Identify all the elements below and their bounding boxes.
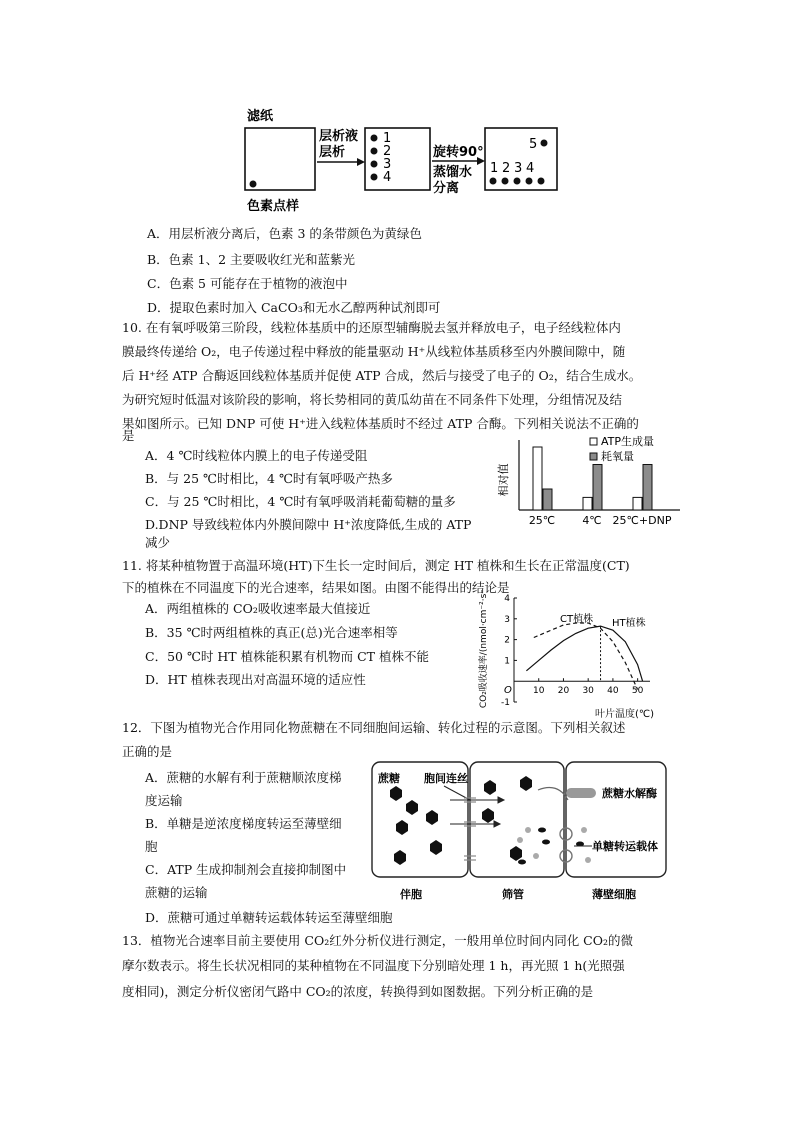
filter-paper-1 (245, 128, 315, 190)
q13-stem-2: 摩尔数表示。将生长状况相同的某种植物在不同温度下分别暗处理 1 h，再光照 1 h(光照强 (122, 958, 625, 973)
y-tick-label: 3 (504, 614, 510, 625)
y-tick-label: 2 (504, 635, 510, 646)
transport-arrows (450, 797, 504, 827)
arrow2-label-3: 分离 (433, 181, 460, 196)
band-dot-4 (371, 174, 378, 181)
legend-swatch-o2 (590, 453, 597, 460)
bottom-dot-1 (490, 178, 497, 185)
bar-category-label: 4℃ (582, 514, 602, 527)
band-dot-3 (371, 161, 378, 168)
line-chart-svg (470, 590, 660, 720)
q9-figure (235, 100, 565, 218)
bar-atp-0 (533, 447, 542, 510)
right-label-1: 1 (490, 161, 499, 176)
y-tick-label: 4 (504, 594, 510, 604)
q9-option-b: B．色素 1、2 主要吸收红光和蓝紫光 (147, 252, 356, 267)
q10-chart (495, 430, 695, 530)
pigment5-dot (541, 140, 548, 147)
parenchyma-cell (566, 762, 666, 877)
sucrose-hex (396, 820, 408, 835)
ct-series-line (534, 623, 638, 690)
ht-series-label: HT植株 (612, 618, 646, 629)
sucrose-hex (510, 846, 522, 861)
sucrose-hex (520, 776, 532, 791)
x-tick-label: 20 (557, 686, 570, 697)
sucrose-hex (426, 810, 438, 825)
q11-option-d: D．HT 植株表现出对高温环境的适应性 (145, 672, 366, 687)
q12-stem-1: 12．下图为植物光合作用同化物蔗糖在不同细胞间运输、转化过程的示意图。下列相关叙述 (122, 720, 626, 735)
ct-series-label: CT植株 (560, 614, 594, 625)
x-tick-label: 10 (533, 686, 545, 697)
q10-stem-5: 果如图所示。已知 DNP 可使 H⁺进入线粒体基质时不经过 ATP 合酶。下列相关说法不正确的 (122, 416, 639, 431)
line-chart-origin: O (504, 685, 512, 697)
bottom-dot-4 (526, 178, 533, 185)
bar-chart-ylabel: 相对值 (497, 463, 510, 497)
q13-stem-1: 13．植物光合速率目前主要使用 CO₂红外分析仪进行测定，一般用单位时间内同化 CO₂的微 (122, 933, 634, 948)
q10-option-b: B．与 25 ℃时相比，4 ℃时有氧呼吸产热多 (145, 471, 393, 486)
q10-option-d: D.DNP 导致线粒体内外膜间隙中 H⁺浓度降低,生成的 ATP (145, 517, 472, 532)
q9-option-c: C．色素 5 可能存在于植物的液泡中 (147, 276, 348, 291)
bar-o2-1 (593, 465, 602, 511)
q13-stem-3: 度相同)，测定分析仪密闭气路中 CO₂的浓度，转换得到如图数据。下列分析正确的是 (122, 984, 594, 999)
transporter-label: 单糖转运载体 (592, 840, 658, 853)
bar-category-label: 25℃ (528, 514, 556, 527)
q12-stem-2: 正确的是 (122, 744, 173, 759)
sucrose-molecules (390, 776, 532, 865)
q10-stem-3: 后 H⁺经 ATP 合酶返回线粒体基质并促使 ATP 合成，然后与接受了电子的 O₂，结合生成水。 (122, 368, 642, 383)
q10-stem-2: 膜最终传递给 O₂，电子传递过程中释放的能量驱动 H⁺从线粒体基质移至内外膜间隙中，随 (122, 344, 626, 359)
chromatography-diagram (235, 100, 565, 218)
x-tick-label: 50 (631, 686, 644, 697)
q9-option-d: D．提取色素时加入 CaCO₃和无水乙醇两种试剂即可 (147, 300, 441, 315)
y-tick-label: -1 (501, 698, 510, 708)
q12-option-c: C．ATP 生成抑制剂会直接抑制图中 (145, 862, 347, 877)
q12-option-a-cont: 度运输 (145, 793, 183, 808)
bar-atp-2 (633, 497, 642, 510)
bar-o2-0 (543, 489, 552, 510)
band-label-1: 1 (383, 131, 392, 146)
spot-label: 色素点样 (247, 199, 300, 214)
q11-option-a: A．两组植株的 CO₂吸收速率最大值接近 (145, 601, 371, 616)
sucrose-hex (482, 808, 494, 823)
x-tick-label: 40 (607, 686, 619, 697)
arrow1-label-1: 层析液 (319, 129, 359, 144)
right-label-3: 3 (514, 161, 523, 176)
sucrose-hex (430, 840, 442, 855)
q10-stem-6: 是 (122, 428, 135, 443)
invertase-enzyme (566, 788, 596, 798)
bottom-dot-2 (502, 178, 509, 185)
q12-option-d: D．蔗糖可通过单糖转运载体转运至薄壁细胞 (145, 910, 393, 925)
q10-stem-4: 为研究短时低温对该阶段的影响，将长势相同的黄瓜幼苗在不同条件下处理，分组情况及结 (122, 392, 623, 407)
sucrose-hex (406, 800, 418, 815)
filter-paper-label: 滤纸 (247, 109, 274, 124)
q11-option-b: B．35 ℃时两组植株的真正(总)光合速率相等 (145, 625, 398, 640)
pigment-spot (250, 181, 257, 188)
band-dot-2 (371, 148, 378, 155)
q12-option-a: A．蔗糖的水解有利于蔗糖顺浓度梯 (145, 770, 342, 785)
bar-category-label: 25℃+DNP (612, 514, 672, 527)
right-label-4: 4 (526, 161, 535, 176)
x-tick-label: 30 (582, 686, 594, 697)
sucrose-hex (390, 786, 402, 801)
q11-chart (470, 590, 660, 720)
q12-option-b: B．单糖是逆浓度梯度转运至薄壁细 (145, 816, 342, 831)
plasmodesmata-label: 胞间连丝 (424, 772, 468, 785)
arrow1-head (357, 158, 365, 166)
companion-cell-label: 伴胞 (400, 888, 422, 901)
sieve-tube-label: 筛管 (502, 888, 524, 901)
q12-option-c-cont: 蔗糖的运输 (145, 885, 208, 900)
sucrose-label: 蔗糖 (378, 772, 400, 785)
bar-chart-svg (495, 430, 695, 530)
q12-option-b-cont: 胞 (145, 839, 158, 854)
invertase-label: 蔗糖水解酶 (602, 787, 657, 800)
arrow1-label-2: 层析 (319, 145, 346, 160)
right-label-2: 2 (502, 161, 511, 176)
q11-option-c: C．50 ℃时 HT 植株能积累有机物而 CT 植株不能 (145, 649, 429, 664)
q10-option-d-cont: 减少 (145, 535, 171, 550)
q10-option-a: A．4 ℃时线粒体内膜上的电子传递受阻 (145, 448, 368, 463)
legend-swatch-atp (590, 438, 597, 445)
q10-stem-1: 10. 在有氧呼吸第三阶段，线粒体基质中的还原型辅酶脱去氢并释放电子，电子经线粒体内 (122, 320, 621, 335)
right-label-5: 5 (529, 137, 538, 152)
q9-option-a: A．用层析液分离后，色素 3 的条带颜色为黄绿色 (147, 226, 422, 241)
sucrose-hex (394, 850, 406, 865)
bottom-dot-3 (514, 178, 521, 185)
sucrose-transport-diagram (370, 760, 670, 902)
line-chart-xlabel: 叶片温度(℃) (595, 709, 655, 720)
band-label-3: 3 (383, 157, 392, 172)
q12-figure (370, 760, 670, 902)
ht-series-line (526, 626, 642, 681)
band-label-2: 2 (383, 144, 392, 159)
q10-option-c: C．与 25 ℃时相比，4 ℃时有氧呼吸消耗葡萄糖的量多 (145, 494, 456, 509)
band-label-4: 4 (383, 170, 392, 185)
legend-label-o2: 耗氧量 (601, 450, 634, 463)
line-chart-ylabel: CO₂吸收速率/(nmol·cm⁻²·s⁻¹) (479, 590, 489, 709)
q11-stem-1: 11. 将某种植物置于高温环境(HT)下生长一定时间后，测定 HT 植株和生长在正常温度(CT) (122, 558, 630, 573)
sucrose-hex (484, 780, 496, 795)
legend-label-atp: ATP生成量 (601, 435, 655, 448)
y-tick-label: 1 (504, 656, 510, 667)
arrow2-label-1: 旋转90° (433, 145, 484, 160)
bottom-dot-5 (538, 178, 545, 185)
bar-atp-1 (583, 497, 592, 510)
q11-stem-2: 下的植株在不同温度下的光合速率，结果如图。由图不能得出的结论是 (122, 580, 510, 595)
arrow2-label-2: 蒸馏水 (433, 165, 473, 180)
monosaccharide-transporter (560, 828, 592, 862)
parenchyma-label: 薄壁细胞 (592, 888, 636, 901)
bar-o2-2 (643, 465, 652, 511)
band-dot-1 (371, 135, 378, 142)
